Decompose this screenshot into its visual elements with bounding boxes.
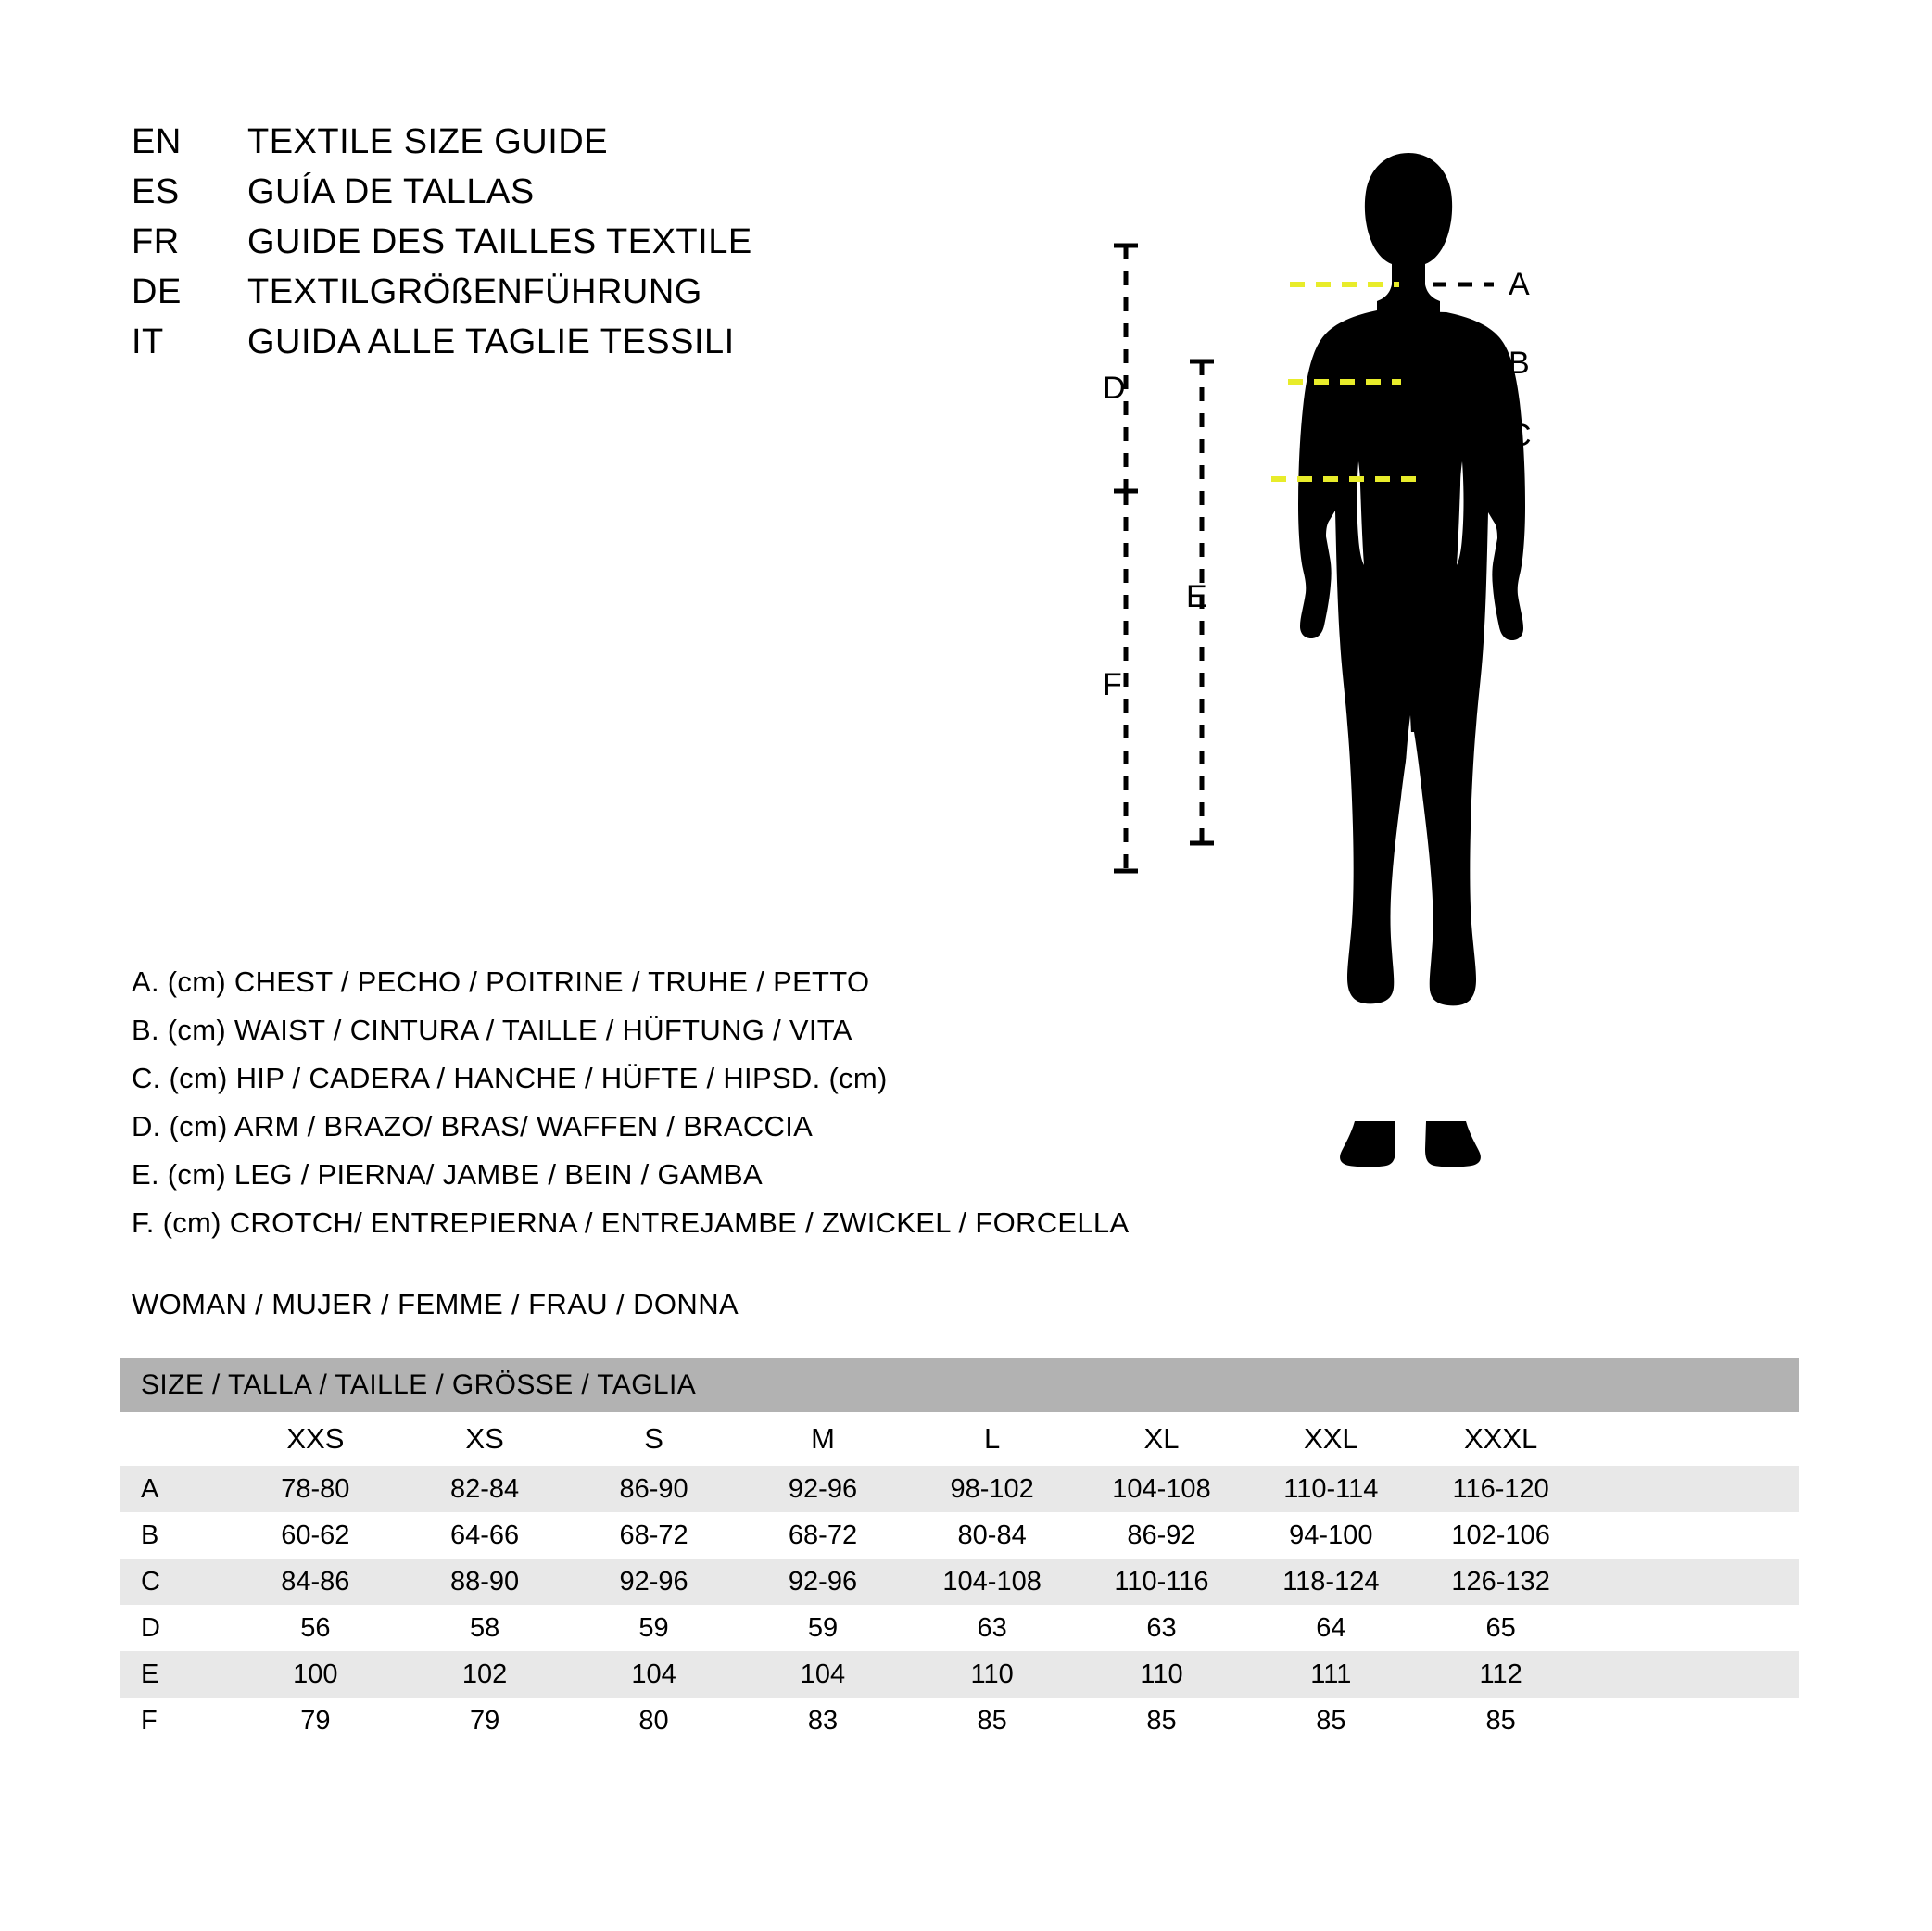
cell-a-xs: 82-84 [450,1473,520,1504]
cell-a-xxs: 78-80 [281,1473,350,1504]
table-banner-row [120,1358,1799,1412]
cell-f-xs: 79 [469,1705,500,1735]
cell-c-xs: 88-90 [450,1566,520,1597]
language-title: TEXTILE SIZE GUIDE [247,122,609,161]
dimension-label-e: E [1186,579,1207,614]
language-title: TEXTILGRÖßENFÜHRUNG [247,272,702,311]
column-header-xs: XS [465,1422,504,1455]
woman-silhouette-icon [1298,153,1525,1167]
language-row [132,222,891,272]
dimension-label-a: A [1509,267,1530,302]
cell-f-xxs: 79 [300,1705,331,1735]
size-table [120,1358,1799,1744]
table-row [120,1605,1799,1651]
cell-a-xxl: 110-114 [1283,1473,1379,1504]
row-label-b: B [141,1520,159,1550]
cell-c-xl: 110-116 [1114,1566,1209,1597]
cell-d-xs: 58 [469,1612,500,1643]
table-row [120,1512,1799,1559]
column-header-xxl: XXL [1304,1422,1358,1455]
table-header-row [120,1412,1799,1466]
language-title: GUÍA DE TALLAS [247,172,535,211]
cell-c-xxl: 118-124 [1282,1566,1380,1597]
cell-f-xxl: 85 [1316,1705,1346,1735]
cell-b-l: 80-84 [957,1520,1027,1550]
column-header-xl: XL [1143,1422,1180,1455]
table-row [120,1559,1799,1605]
cell-d-xl: 63 [1146,1612,1177,1643]
dimension-label-f: F [1103,667,1122,702]
language-row [132,322,891,372]
column-header-s: S [644,1422,663,1455]
cell-e-xs: 102 [461,1659,508,1689]
row-trailing-spacer [1585,1512,1799,1559]
cell-e-xxs: 100 [293,1659,338,1689]
cell-c-l: 104-108 [942,1566,1042,1597]
legend-item-a: A. (cm) CHEST / PECHO / POITRINE / TRUHE / PETTO [132,966,870,998]
cell-d-s: 59 [638,1612,669,1643]
cell-b-m: 68-72 [788,1520,858,1550]
row-label-f: F [141,1705,158,1735]
cell-d-xxl: 64 [1316,1612,1346,1643]
cell-b-xl: 86-92 [1127,1520,1196,1550]
row-trailing-spacer [1585,1698,1799,1744]
row-label-d: D [141,1612,160,1643]
cell-a-l: 98-102 [950,1473,1034,1504]
cell-f-s: 80 [638,1705,669,1735]
cell-f-l: 85 [977,1705,1007,1735]
language-code: EN [132,122,182,161]
measurement-legend [132,958,1225,1247]
row-trailing-spacer [1585,1559,1799,1605]
column-header-m: M [811,1422,835,1455]
cell-e-s: 104 [631,1659,676,1689]
header-trailing-spacer [1585,1412,1799,1466]
column-header-xxxl: XXXL [1463,1422,1538,1455]
table-row [120,1698,1799,1744]
column-header-l: L [984,1422,1001,1455]
cell-a-s: 86-90 [619,1473,688,1504]
cell-f-xl: 85 [1146,1705,1177,1735]
cell-d-m: 59 [807,1612,839,1643]
cell-b-xs: 64-66 [450,1520,520,1550]
cell-a-xl: 104-108 [1112,1473,1211,1504]
cell-c-xxxl: 126-132 [1451,1566,1550,1597]
cell-b-xxl: 94-100 [1289,1520,1373,1550]
cell-f-m: 83 [807,1705,839,1735]
cell-e-l: 110 [970,1659,1014,1689]
cell-e-xxl: 111 [1310,1659,1352,1689]
row-label-c: C [141,1566,160,1597]
language-code: FR [132,222,180,261]
cell-d-xxs: 56 [300,1612,331,1643]
language-row [132,122,891,172]
table-row [120,1651,1799,1698]
dimension-label-c: C [1509,418,1532,453]
cell-e-m: 104 [800,1659,846,1689]
language-code: IT [132,322,164,361]
group-label: WOMAN / MUJER / FEMME / FRAU / DONNA [132,1288,739,1320]
row-trailing-spacer [1585,1651,1799,1698]
dimension-label-b: B [1509,346,1530,381]
row-trailing-spacer [1585,1605,1799,1651]
language-title: GUIDA ALLE TAGLIE TESSILI [247,322,735,361]
cell-c-xxs: 84-86 [281,1566,350,1597]
dimension-label-d: D [1103,371,1126,406]
cell-a-xxxl: 116-120 [1452,1473,1549,1504]
language-title-block [132,122,891,372]
body-measurement-diagram [1103,56,1872,1232]
language-row [132,172,891,222]
silhouette-svg [1112,56,1872,1232]
language-code: ES [132,172,180,211]
legend-item-b: B. (cm) WAIST / CINTURA / TAILLE / HÜFTUNG / VITA [132,1014,852,1046]
row-trailing-spacer [1585,1466,1799,1512]
cell-d-xxxl: 65 [1485,1612,1516,1643]
legend-item-d: D. (cm) ARM / BRAZO/ BRAS/ WAFFEN / BRACCIA [132,1110,814,1142]
column-header-xxs: XXS [286,1422,345,1455]
language-title: GUIDE DES TAILLES TEXTILE [247,222,752,261]
table-row [120,1466,1799,1512]
cell-e-xl: 110 [1140,1659,1183,1689]
cell-b-xxxl: 102-106 [1451,1520,1550,1550]
cell-a-m: 92-96 [788,1473,858,1504]
cell-b-s: 68-72 [619,1520,688,1550]
row-label-e: E [141,1659,159,1689]
language-code: DE [132,272,182,311]
cell-b-xxs: 60-62 [281,1520,350,1550]
language-row [132,272,891,322]
cell-c-s: 92-96 [619,1566,688,1597]
row-label-a: A [141,1473,159,1504]
header-corner [120,1412,231,1466]
cell-e-xxxl: 112 [1479,1659,1522,1689]
legend-item-f: F. (cm) CROTCH/ ENTREPIERNA / ENTREJAMBE / ZWICKEL / FORCELLA [132,1206,1130,1239]
cell-d-l: 63 [977,1612,1007,1643]
cell-c-m: 92-96 [788,1566,858,1597]
cell-f-xxxl: 85 [1485,1705,1516,1735]
legend-item-c: C. (cm) HIP / CADERA / HANCHE / HÜFTE / HIPSD. (cm) [132,1062,888,1094]
size-banner: SIZE / TALLA / TAILLE / GRÖSSE / TAGLIA [120,1358,1799,1412]
legend-item-e: E. (cm) LEG / PIERNA/ JAMBE / BEIN / GAMBA [132,1158,763,1191]
